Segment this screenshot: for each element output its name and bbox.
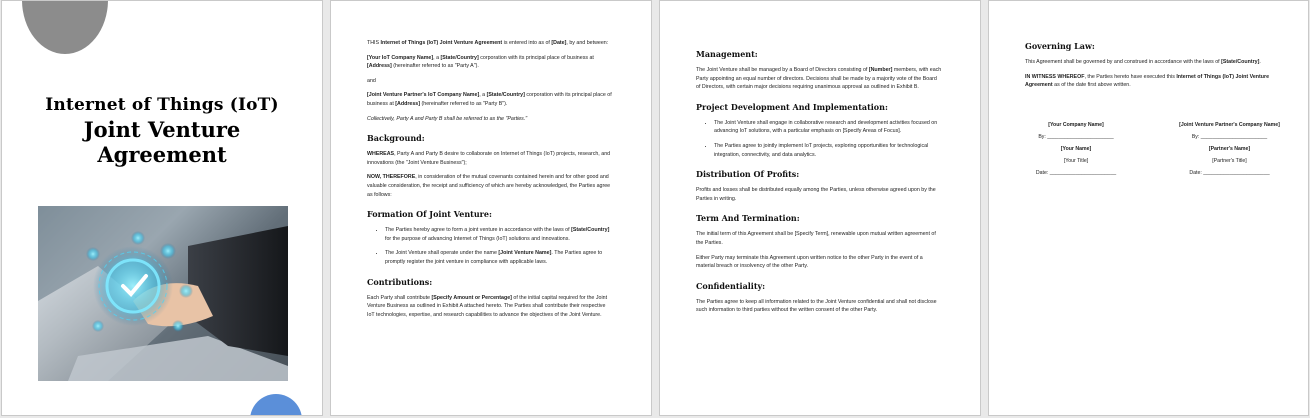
governing-heading: Governing Law: xyxy=(1025,41,1095,51)
project-bullet-2: • The Parties agree to jointly implement IoT projects, exploring opportunities for technological integration, connectivity, and data analytics. xyxy=(714,142,942,159)
cover-page xyxy=(1,0,323,416)
cover-title-line-2: Joint Venture xyxy=(83,117,241,142)
whereas-paragraph: WHEREAS, Party A and Party B desire to collaborate on Internet of Things (IoT) projects, research, and innovations (the "Joint Venture Business"); xyxy=(367,151,611,166)
term-paragraph-1: The initial term of this Agreement shall be [Specify Term], renewable upon mutual written agreement of the Parties. xyxy=(696,231,936,246)
management-heading: Management: xyxy=(696,49,758,59)
signature-block-left xyxy=(1011,121,1141,181)
contributions-paragraph: Each Party shall contribute [Specify Amount or Percentage] of the initial capital required for the Joint Venture Business as outlined in Exhibit A attached hereto. The Parties shall contribute their respective IoT technologies, expertise, and research capabilities to advance the objectives of the Joint Venture. xyxy=(367,294,608,318)
page-4-body xyxy=(1025,31,1270,96)
page-4 xyxy=(988,0,1309,416)
formation-heading: Formation Of Joint Venture: xyxy=(367,209,492,220)
sig-right-name: [Partner's Name] xyxy=(1208,146,1251,152)
cover-title-line-3: Agreement xyxy=(97,142,227,167)
decorative-blue-circle xyxy=(250,394,302,416)
project-heading: Project Development And Implementation: xyxy=(696,101,888,112)
iot-cover-photo xyxy=(38,206,288,381)
page-2-body xyxy=(367,39,613,325)
confidentiality-heading: Confidentiality: xyxy=(696,280,766,291)
management-paragraph: The Joint Venture shall be managed by a Board of Directors consisting of [Number] members, with each Party appointing an equal number of directors. Decisions shall be made by a majority vote of the Board of Directors, with certain major decisions requiring unanimous approval as outlined in Exhibit B. xyxy=(696,67,942,91)
page-3 xyxy=(659,0,981,416)
and-text: and xyxy=(367,77,376,84)
term-paragraph-2: Either Party may terminate this Agreement upon written notice to the other Party in the event of a material breach or insolvency of the other Party. xyxy=(696,254,923,270)
governing-paragraph: This Agreement shall be governed by and construed in accordance with the laws of [State/Country]. xyxy=(1025,59,1261,65)
page-2 xyxy=(330,0,652,416)
sig-right-by[interactable]: By: _______________________ xyxy=(1191,134,1268,140)
signature-block-right xyxy=(1157,121,1302,181)
intro-paragraph: THIS Internet of Things (IoT) Joint Venture Agreement is entered into as of [Date], by and between: xyxy=(367,40,609,46)
term-heading: Term And Termination: xyxy=(696,213,800,224)
sig-right-date[interactable]: Date: _______________________ xyxy=(1189,170,1270,176)
sig-left-title: [Your Title] xyxy=(1063,158,1089,164)
project-bullet-1: • The Joint Venture shall engage in collaborative research and development activities focused on advancing IoT solutions, with a particular emphasis on [Specify Areas of Focus]. xyxy=(714,119,942,136)
decorative-gray-circle xyxy=(22,0,108,54)
party-b-paragraph: [Joint Venture Partner's IoT Company Name], a [State/Country] corporation with its principal place of business at [Address] (hereinafter referred to as "Party B"). xyxy=(367,92,612,107)
profits-paragraph: Profits and losses shall be distributed equally among the Parties, unless otherwise agreed upon by the Parties in writing. xyxy=(696,187,936,202)
cover-title-line-1: Internet of Things (IoT) xyxy=(45,95,279,115)
profits-heading: Distribution Of Profits: xyxy=(696,169,800,180)
formation-list xyxy=(367,226,613,266)
witness-paragraph: IN WITNESS WHEREOF, the Parties hereto have executed this Internet of Things (IoT) Joint Venture Agreement as of the date first above written. xyxy=(1025,73,1270,89)
sig-right-title: [Partner's Title] xyxy=(1212,158,1247,164)
collectively-text: Collectively, Party A and Party B shall be referred to as the "Parties." xyxy=(367,115,528,122)
page-3-body xyxy=(696,39,942,321)
background-heading: Background: xyxy=(367,133,425,144)
project-list xyxy=(696,119,942,159)
formation-bullet-1: • The Parties hereby agree to form a joint venture in accordance with the laws of [State/Country] for the purpose of advancing Internet of Things (IoT) solutions and innovations. xyxy=(385,226,613,243)
party-a-paragraph: [Your IoT Company Name], a [State/Country] corporation with its principal place of business at [Address] (hereinafter referred to as "Party A"). xyxy=(367,54,594,70)
contributions-heading: Contributions: xyxy=(367,276,433,287)
confidentiality-paragraph: The Parties agree to keep all information related to the Joint Venture confidential and shall not disclose such information to third parties without the written consent of the other Party. xyxy=(696,298,937,314)
iot-hand-illustration xyxy=(38,206,288,381)
sig-left-company: [Your Company Name] xyxy=(1048,122,1104,128)
sig-left-date[interactable]: Date: _______________________ xyxy=(1035,170,1117,176)
sig-left-name: [Your Name] xyxy=(1060,146,1092,152)
now-therefore-paragraph: NOW, THEREFORE, in consideration of the mutual covenants contained herein and for other good and valuable consideration, the receipt and sufficiency of which are hereby acknowledged, the Parties agree as follows: xyxy=(367,174,611,198)
sig-right-company: [Joint Venture Partner's Company Name] xyxy=(1179,122,1280,128)
formation-bullet-2: • The Joint Venture shall operate under the name [Joint Venture Name]. The Parties agree to promptly register the joint venture in compliance with applicable laws. xyxy=(385,249,613,266)
sig-left-by[interactable]: By: _______________________ xyxy=(1038,134,1114,140)
